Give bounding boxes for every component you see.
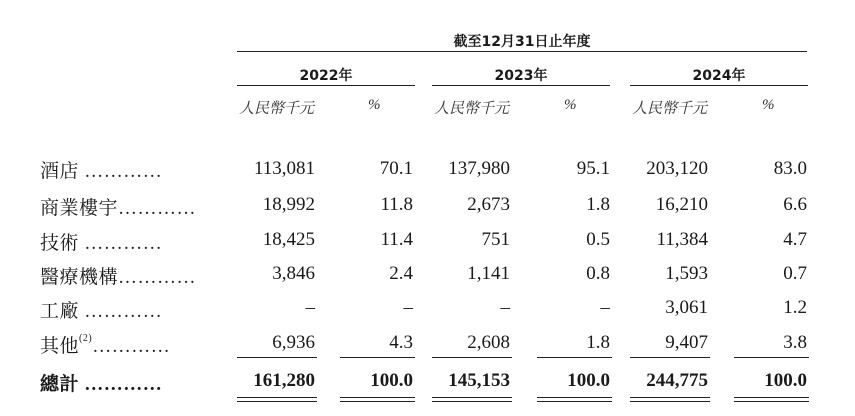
cell-2022-amount: 18,425	[262, 229, 315, 250]
subtotal-rule-2023-pct	[537, 357, 612, 358]
cell-2024-pct: 3.8	[783, 332, 807, 353]
year-rule-2022	[237, 85, 415, 86]
row-label: 醫療機構…………	[40, 267, 197, 288]
cell-2024-pct: 6.6	[783, 194, 807, 215]
pct-label-2024: %	[762, 97, 775, 113]
cell-2024-amount: 203,120	[646, 158, 708, 179]
cell-2024-amount: 11,384	[656, 229, 708, 250]
cell-2023-pct: 0.5	[586, 229, 610, 250]
cell-2023-pct: 95.1	[576, 158, 610, 179]
year-header-2024: 2024年	[692, 68, 746, 84]
cell-2023-amount: 2,608	[467, 332, 510, 353]
cell-2024-pct: 0.7	[783, 263, 807, 284]
cell-2024-pct: 4.7	[783, 229, 807, 250]
row-label: 商業樓宇…………	[40, 198, 197, 219]
cell-2024-amount: 16,210	[655, 194, 708, 215]
year-header-2022: 2022年	[299, 68, 353, 84]
cell-2022-pct: 11.8	[380, 194, 413, 215]
total-2024-pct: 100.0	[764, 370, 807, 391]
total-2023-amount: 145,153	[448, 370, 510, 391]
total-double-rule-a	[734, 397, 809, 398]
total-double-rule-b	[432, 401, 512, 402]
cell-2022-pct: 2.4	[389, 263, 413, 284]
year-header-2023: 2023年	[494, 68, 548, 84]
cell-2023-amount: 751	[481, 229, 510, 250]
unit-label-2023: 人民幣千元	[434, 101, 510, 117]
subtotal-rule-2023-amount	[432, 357, 512, 358]
total-double-rule-b	[237, 401, 317, 402]
cell-2023-amount: –	[500, 297, 510, 318]
row-label: 其他$^{(2)}$…………	[40, 333, 171, 357]
total-double-rule-a	[237, 397, 317, 398]
total-double-rule-b	[537, 401, 612, 402]
span-title-rule	[237, 51, 807, 52]
cell-2023-pct: 0.8	[586, 263, 610, 284]
cell-2022-amount: 6,936	[272, 332, 315, 353]
year-rule-2023	[432, 85, 610, 86]
total-double-rule-b	[630, 401, 710, 402]
subtotal-rule-2024-pct	[734, 357, 809, 358]
cell-2022-pct: –	[403, 297, 413, 318]
subtotal-rule-2024-amount	[630, 357, 710, 358]
total-double-rule-a	[537, 397, 612, 398]
cell-2023-amount: 1,141	[467, 263, 510, 284]
span-title: 截至12月31日止年度	[453, 34, 591, 50]
year-rule-2024	[630, 85, 808, 86]
row-label: 技術 …………	[40, 233, 163, 254]
cell-2022-amount: 113,081	[253, 158, 315, 179]
footnote-ref: (2)	[79, 333, 93, 344]
pct-label-2023: %	[564, 97, 577, 113]
unit-label-2022: 人民幣千元	[239, 101, 315, 117]
cell-2024-amount: 9,407	[665, 332, 708, 353]
cell-2024-pct: 1.2	[783, 297, 807, 318]
total-double-rule-a	[630, 397, 710, 398]
cell-2023-pct: 1.8	[586, 194, 610, 215]
cell-2022-amount: 3,846	[272, 263, 315, 284]
cell-2022-amount: 18,992	[262, 194, 315, 215]
total-double-rule-a	[340, 397, 415, 398]
cell-2022-pct: 70.1	[379, 158, 413, 179]
cell-2022-pct: 4.3	[389, 332, 413, 353]
total-2023-pct: 100.0	[567, 370, 610, 391]
unit-label-2024: 人民幣千元	[632, 101, 708, 117]
total-2024-amount: 244,775	[646, 370, 708, 391]
subtotal-rule-2022-amount	[237, 357, 317, 358]
cell-2023-amount: 2,673	[467, 194, 510, 215]
total-double-rule-a	[432, 397, 512, 398]
total-label: 總計 …………	[40, 374, 163, 395]
total-2022-amount: 161,280	[253, 370, 315, 391]
cell-2023-pct: –	[600, 297, 610, 318]
total-double-rule-b	[340, 401, 415, 402]
cell-2024-pct: 83.0	[773, 158, 807, 179]
cell-2023-pct: 1.8	[586, 332, 610, 353]
cell-2024-amount: 1,593	[665, 263, 708, 284]
cell-2024-amount: 3,061	[665, 297, 708, 318]
total-2022-pct: 100.0	[370, 370, 413, 391]
cell-2023-amount: 137,980	[448, 158, 510, 179]
cell-2022-amount: –	[305, 297, 315, 318]
row-label: 工廠 …………	[40, 301, 163, 322]
row-label: 酒店 …………	[40, 161, 163, 182]
cell-2022-pct: 11.4	[380, 229, 413, 250]
subtotal-rule-2022-pct	[340, 357, 415, 358]
pct-label-2022: %	[368, 97, 381, 113]
total-double-rule-b	[734, 401, 809, 402]
